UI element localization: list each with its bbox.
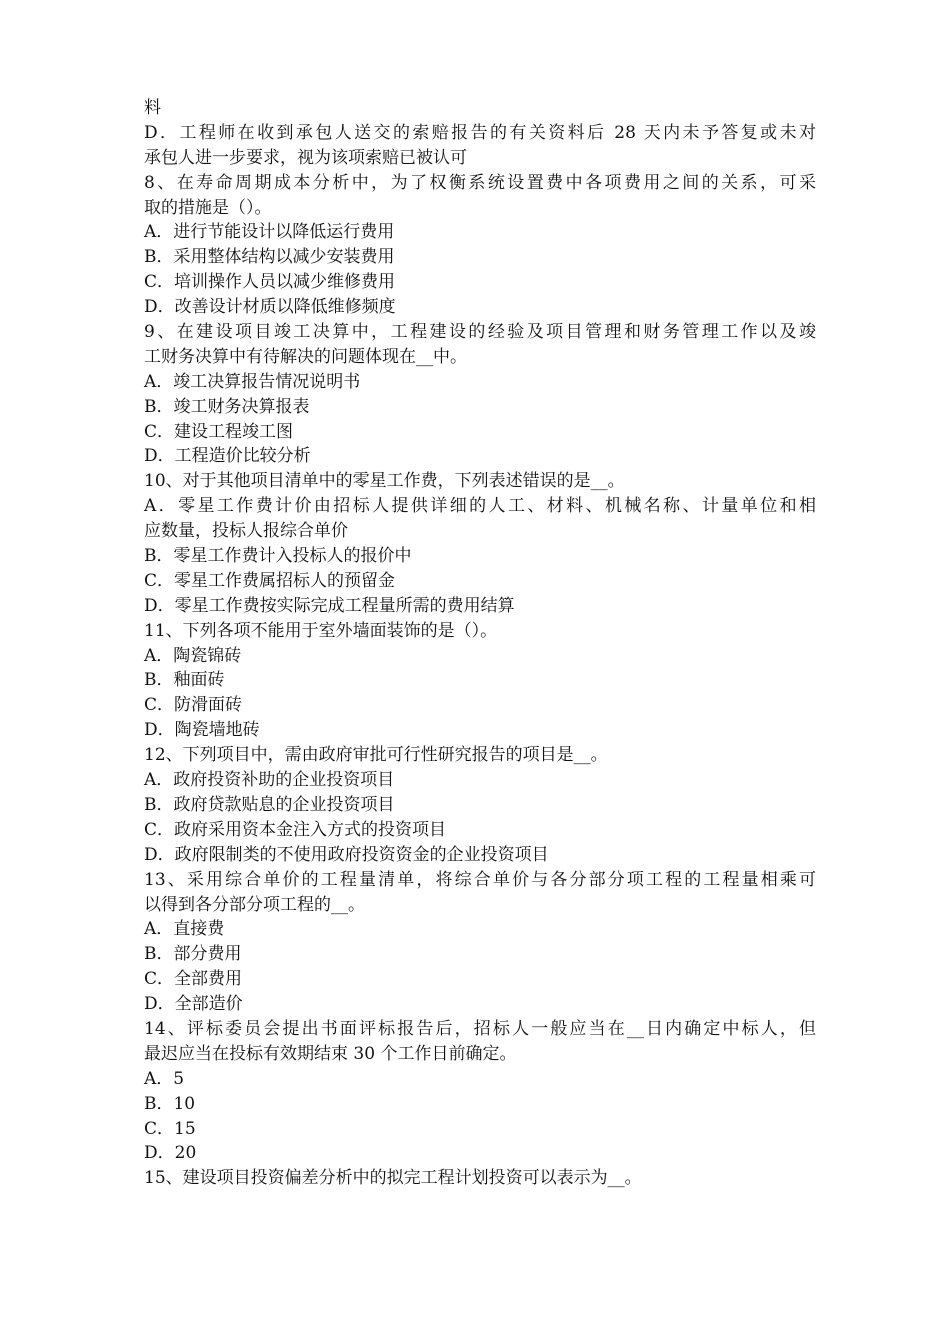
text-line: D．工程师在收到承包人送交的索赔报告的有关资料后 28 天内未予答复或未对 (144, 122, 816, 143)
option-line: A．直接费 (144, 919, 225, 940)
option-line: C．15 (144, 1118, 196, 1139)
option-line: C．防滑面砖 (144, 695, 243, 716)
option-line: D．工程造价比较分析 (144, 446, 311, 467)
option-line: D．改善设计材质以降低维修频度 (144, 297, 396, 318)
option-line: B．零星工作费计入投标人的报价中 (144, 546, 412, 567)
text-line: 料 (144, 98, 161, 118)
option-line: C．建设工程竣工图 (144, 421, 294, 442)
option-line: A．政府投资补助的企业投资项目 (144, 770, 395, 791)
text-line: 承包人进一步要求，视为该项索赔已被认可 (144, 147, 467, 168)
option-line: B．釉面砖 (144, 670, 225, 691)
text-line: 以得到各分部分项工程的__。 (144, 894, 365, 915)
option-line: B．政府贷款贴息的企业投资项目 (144, 794, 395, 815)
text-line: 最迟应当在投标有效期结束 30 个工作日前确定。 (144, 1043, 517, 1064)
option-line: A．竣工决算报告情况说明书 (144, 371, 361, 392)
option-line: A．5 (144, 1068, 185, 1089)
option-line: D．政府限制类的不使用政府投资资金的企业投资项目 (144, 844, 549, 865)
question-13: 13、采用综合单价的工程量清单，将综合单价与各分部分项工程的工程量相乘可 (144, 869, 816, 890)
option-line: A．陶瓷锦砖 (144, 645, 242, 666)
option-line: B．采用整体结构以减少安装费用 (144, 247, 395, 268)
question-11: 11、下列各项不能用于室外墙面装饰的是（）。 (144, 620, 498, 641)
option-line: C．政府采用资本金注入方式的投资项目 (144, 819, 447, 840)
text-line: 工财务决算中有待解决的问题体现在__中。 (144, 346, 467, 367)
option-line: D．陶瓷墙地砖 (144, 720, 260, 741)
option-line: C．零星工作费属招标人的预留金 (144, 570, 396, 591)
document-body (144, 96, 816, 1191)
question-8: 8、在寿命周期成本分析中，为了权衡系统设置费中各项费用之间的关系，可采 (144, 172, 816, 193)
option-line: B．部分费用 (144, 944, 242, 965)
option-line: A．零星工作费计价由招标人提供详细的人工、材料、机械名称、计量单位和相 (144, 496, 816, 517)
option-line: D．20 (144, 1143, 197, 1164)
option-line: D．零星工作费按实际完成工程量所需的费用结算 (144, 595, 515, 616)
question-10: 10、对于其他项目清单中的零星工作费，下列表述错误的是__。 (144, 471, 625, 492)
text-line: 应数量，投标人报综合单价 (144, 521, 348, 542)
question-12: 12、下列项目中，需由政府审批可行性研究报告的项目是__。 (144, 745, 608, 766)
option-line: D．全部造价 (144, 994, 243, 1015)
text-line: 取的措施是（）。 (144, 197, 272, 218)
question-15: 15、建设项目投资偏差分析中的拟完工程计划投资可以表示为__。 (144, 1168, 642, 1189)
question-14: 14、评标委员会提出书面评标报告后，招标人一般应当在__日内确定中标人，但 (144, 1018, 816, 1039)
option-line: A．进行节能设计以降低运行费用 (144, 222, 395, 243)
option-line: C．全部费用 (144, 969, 243, 990)
option-line: B．10 (144, 1093, 196, 1114)
option-line: B．竣工财务决算报表 (144, 396, 310, 417)
question-9: 9、在建设项目竣工决算中，工程建设的经验及项目管理和财务管理工作以及竣 (144, 322, 816, 343)
option-line: C．培训操作人员以减少维修费用 (144, 272, 396, 293)
